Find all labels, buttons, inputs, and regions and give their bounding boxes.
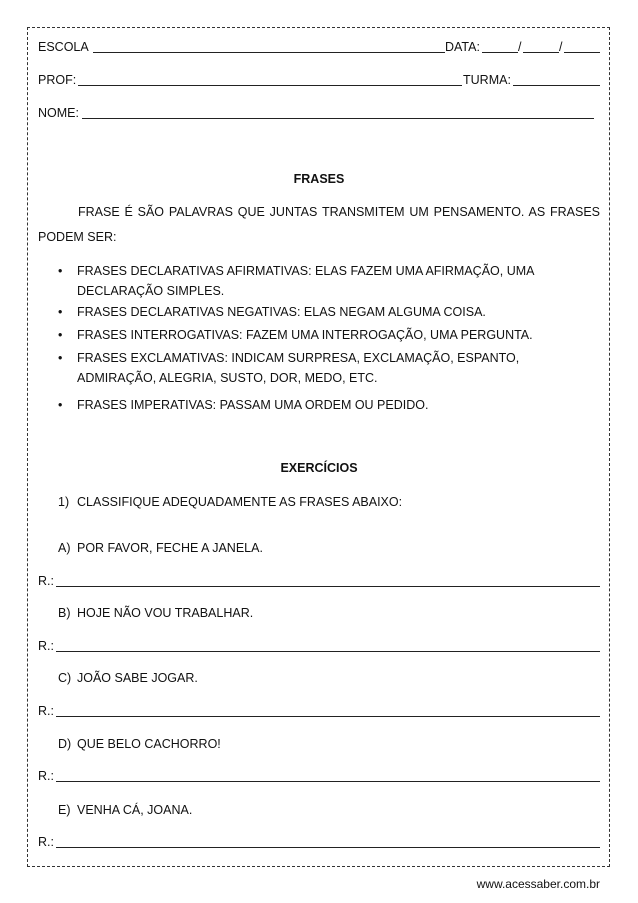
answer-line-b[interactable] — [56, 651, 600, 652]
date-label: DATA: — [445, 40, 480, 54]
answer-line-a[interactable] — [56, 586, 600, 587]
bullet-icon: • — [58, 264, 63, 278]
class-field[interactable] — [513, 85, 600, 86]
school-field[interactable] — [93, 52, 445, 53]
answer-label: R.: — [38, 769, 54, 783]
sentence-text: JOÃO SABE JOGAR. — [77, 671, 198, 685]
list-item: FRASES IMPERATIVAS: PASSAM UMA ORDEM OU PEDIDO. — [77, 398, 429, 412]
answer-label: R.: — [38, 639, 54, 653]
sentence-letter: C) — [58, 671, 72, 685]
name-field[interactable] — [82, 118, 594, 119]
answer-label: R.: — [38, 704, 54, 718]
bullet-icon: • — [58, 328, 63, 342]
class-label: TURMA: — [463, 73, 511, 87]
section-title-exercicios: EXERCÍCIOS — [280, 461, 358, 475]
teacher-label: PROF: — [38, 73, 77, 87]
date-separator: / — [518, 40, 522, 54]
date-day-field[interactable] — [482, 52, 518, 53]
question-text: CLASSIFIQUE ADEQUADAMENTE AS FRASES ABAIXO: — [77, 495, 403, 509]
sentence-text: HOJE NÃO VOU TRABALHAR. — [77, 606, 254, 620]
question-number: 1) — [58, 495, 70, 509]
section-title-frases: FRASES — [293, 172, 345, 186]
list-item: FRASES DECLARATIVAS AFIRMATIVAS: ELAS FAZEM UMA AFIRMAÇÃO, UMA DECLARAÇÃO SIMPLES. — [77, 264, 534, 298]
list-item: FRASES EXCLAMATIVAS: INDICAM SURPRESA, EXCLAMAÇÃO, ESPANTO, ADMIRAÇÃO, ALEGRIA, SUSTO, DOR, MEDO, ETC. — [77, 351, 520, 385]
answer-line-e[interactable] — [56, 847, 600, 848]
bullet-icon: • — [58, 305, 63, 319]
list-item: FRASES DECLARATIVAS NEGATIVAS: ELAS NEGAM ALGUMA COISA. — [77, 305, 486, 319]
bullet-icon: • — [58, 351, 63, 365]
sentence-text: POR FAVOR, FECHE A JANELA. — [77, 541, 263, 555]
teacher-field[interactable] — [78, 85, 462, 86]
sentence-text: QUE BELO CACHORRO! — [77, 737, 221, 751]
intro-paragraph: FRASE É SÃO PALAVRAS QUE JUNTAS TRANSMITEM UM PENSAMENTO. AS FRASES PODEM SER: — [38, 205, 600, 244]
answer-line-d[interactable] — [56, 781, 600, 782]
bullet-icon: • — [58, 398, 63, 412]
list-item: FRASES INTERROGATIVAS: FAZEM UMA INTERROGAÇÃO, UMA PERGUNTA. — [77, 328, 533, 342]
date-year-field[interactable] — [564, 52, 600, 53]
date-month-field[interactable] — [523, 52, 559, 53]
sentence-text: VENHA CÁ, JOANA. — [77, 803, 193, 817]
answer-label: R.: — [38, 574, 54, 588]
sentence-letter: B) — [58, 606, 71, 620]
footer-website: www.acessaber.com.br — [476, 877, 600, 891]
school-label: ESCOLA — [38, 40, 89, 54]
sentence-letter: A) — [58, 541, 71, 555]
sentence-letter: E) — [58, 803, 71, 817]
sentence-letter: D) — [58, 737, 72, 751]
name-label: NOME: — [38, 106, 79, 120]
date-separator: / — [559, 40, 563, 54]
answer-label: R.: — [38, 835, 54, 849]
answer-line-c[interactable] — [56, 716, 600, 717]
